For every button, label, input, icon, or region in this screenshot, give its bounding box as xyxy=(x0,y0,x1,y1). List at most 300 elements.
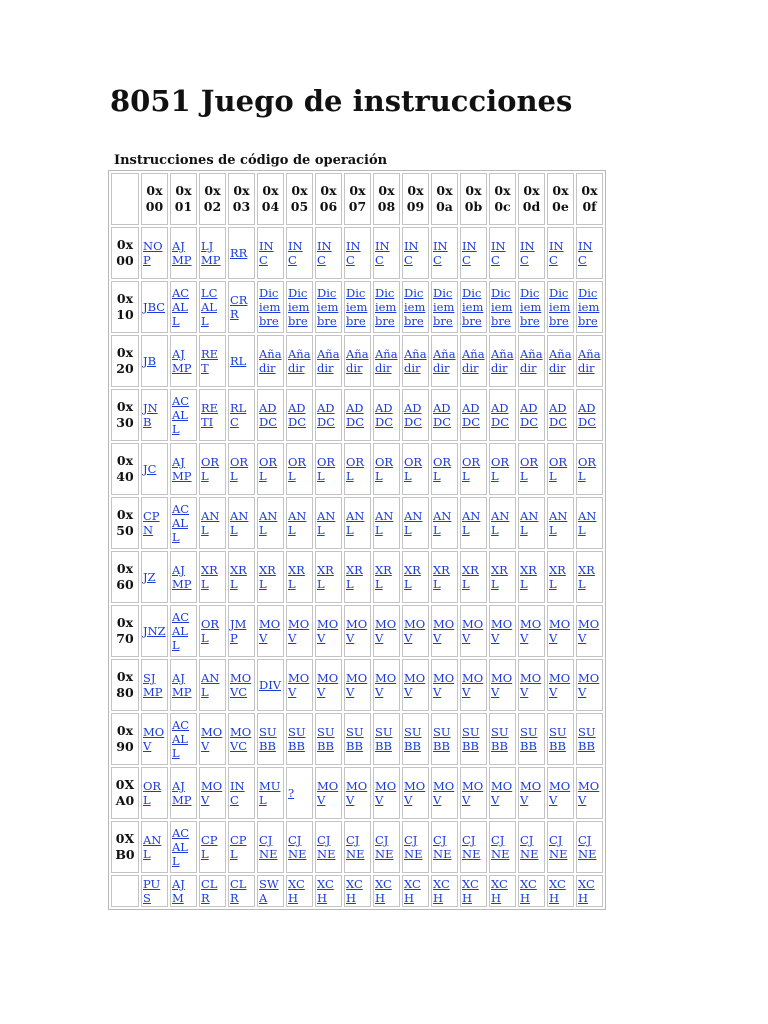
instruction-link[interactable]: XRL xyxy=(230,563,247,591)
instruction-link[interactable]: ORL xyxy=(404,455,423,483)
opcode-cell xyxy=(257,443,284,495)
table-row xyxy=(111,281,603,333)
instruction-link[interactable]: Añadir xyxy=(462,347,485,375)
instruction-link[interactable]: ANL xyxy=(230,509,249,537)
instruction-link[interactable]: XRL xyxy=(549,563,566,591)
instruction-link[interactable]: ORL xyxy=(578,455,597,483)
instruction-link[interactable]: CPL xyxy=(230,833,247,861)
column-header: 0x06 xyxy=(315,173,342,225)
instruction-link[interactable]: MOV xyxy=(317,617,339,645)
opcode-cell xyxy=(228,875,255,907)
instruction-link[interactable]: ADDC xyxy=(259,401,278,429)
opcode-cell xyxy=(286,659,313,711)
instruction-link[interactable]: Añadir xyxy=(375,347,398,375)
instruction-link[interactable]: CJNE xyxy=(520,833,539,861)
opcode-cell xyxy=(431,551,458,603)
instruction-link[interactable]: XCH xyxy=(491,877,508,905)
instruction-link[interactable]: JZ xyxy=(143,570,156,584)
opcode-cell xyxy=(170,335,197,387)
instruction-link[interactable]: LJMP xyxy=(201,239,221,267)
instruction-link[interactable]: JB xyxy=(143,354,157,368)
instruction-link[interactable]: INC xyxy=(433,239,448,267)
instruction-link[interactable]: JMP xyxy=(230,617,247,645)
instruction-link[interactable]: SUBB xyxy=(520,725,538,753)
instruction-link[interactable]: INC xyxy=(346,239,361,267)
opcode-cell xyxy=(199,875,226,907)
instruction-link[interactable]: XRL xyxy=(375,563,392,591)
instruction-link[interactable]: ANL xyxy=(404,509,423,537)
instruction-link[interactable]: INC xyxy=(375,239,390,267)
instruction-link[interactable]: Diciembre xyxy=(375,286,397,328)
instruction-link[interactable]: ACALL xyxy=(172,286,190,328)
instruction-link[interactable]: Diciembre xyxy=(491,286,513,328)
table-row xyxy=(111,605,603,657)
instruction-link[interactable]: ? xyxy=(288,786,295,800)
opcode-cell xyxy=(170,281,197,333)
opcode-cell xyxy=(518,389,545,441)
instruction-link[interactable]: ANL xyxy=(143,833,162,861)
instruction-link[interactable]: CJNE xyxy=(288,833,307,861)
instruction-link[interactable]: Diciembre xyxy=(520,286,542,328)
instruction-link[interactable]: XCH xyxy=(578,877,595,905)
instruction-link[interactable]: XCH xyxy=(404,877,421,905)
row-header: 0x80 xyxy=(111,659,139,711)
instruction-link[interactable]: Diciembre xyxy=(462,286,484,328)
instruction-link[interactable]: MOV xyxy=(346,779,368,807)
table-row xyxy=(111,659,603,711)
instruction-link[interactable]: SUBB xyxy=(491,725,509,753)
opcode-cell xyxy=(460,767,487,819)
instruction-link[interactable]: MOV xyxy=(259,617,281,645)
instruction-link[interactable]: INC xyxy=(288,239,303,267)
instruction-link[interactable]: CJNE xyxy=(404,833,423,861)
instruction-link[interactable]: MOV xyxy=(462,671,484,699)
page-title: 8051 Juego de instrucciones xyxy=(110,84,573,118)
instruction-link[interactable]: MOV xyxy=(491,617,513,645)
instruction-link[interactable]: MOV xyxy=(433,779,455,807)
instruction-link[interactable]: MOV xyxy=(520,617,542,645)
instruction-link[interactable]: MOV xyxy=(317,671,339,699)
instruction-link[interactable]: ADDC xyxy=(578,401,597,429)
instruction-link[interactable]: JNZ xyxy=(143,624,166,638)
instruction-link[interactable]: ADDC xyxy=(404,401,423,429)
instruction-link[interactable]: MOV xyxy=(578,671,600,699)
instruction-link[interactable]: ORL xyxy=(317,455,336,483)
instruction-link[interactable]: XRL xyxy=(433,563,450,591)
opcode-cell xyxy=(199,659,226,711)
instruction-link[interactable]: XCH xyxy=(433,877,450,905)
row-header: 0x50 xyxy=(111,497,139,549)
instruction-link[interactable]: AJMP xyxy=(172,563,192,591)
instruction-link[interactable]: ORL xyxy=(346,455,365,483)
opcode-cell xyxy=(373,389,400,441)
instruction-link[interactable]: AJMP xyxy=(172,671,192,699)
column-header: 0x04 xyxy=(257,173,284,225)
instruction-link[interactable]: MOVC xyxy=(230,671,252,699)
row-header: 0XB0 xyxy=(111,821,139,873)
instruction-link[interactable]: Diciembre xyxy=(288,286,310,328)
opcode-cell xyxy=(489,389,516,441)
opcode-cell xyxy=(344,713,371,765)
instruction-link[interactable]: Añadir xyxy=(491,347,514,375)
instruction-link[interactable]: MOV xyxy=(549,617,571,645)
instruction-link[interactable]: CRR xyxy=(230,293,248,321)
opcode-cell xyxy=(170,659,197,711)
opcode-cell xyxy=(286,497,313,549)
instruction-link[interactable]: CJNE xyxy=(549,833,568,861)
instruction-link[interactable]: ADDC xyxy=(317,401,336,429)
instruction-link[interactable]: AJMP xyxy=(172,347,192,375)
instruction-link[interactable]: SJMP xyxy=(143,671,163,699)
opcode-cell xyxy=(315,335,342,387)
instruction-link[interactable]: ANL xyxy=(346,509,365,537)
instruction-link[interactable]: ORL xyxy=(201,617,220,645)
instruction-link[interactable]: SUBB xyxy=(375,725,393,753)
instruction-link[interactable]: INC xyxy=(230,779,245,807)
instruction-link[interactable]: RLC xyxy=(230,401,247,429)
instruction-link[interactable]: AJM xyxy=(172,877,185,905)
opcode-cell xyxy=(170,497,197,549)
instruction-link[interactable]: ANL xyxy=(578,509,597,537)
instruction-link[interactable]: CJNE xyxy=(462,833,481,861)
instruction-link[interactable]: XRL xyxy=(578,563,595,591)
instruction-link[interactable]: ORL xyxy=(230,455,249,483)
instruction-link[interactable]: JNB xyxy=(143,401,158,429)
opcode-cell xyxy=(373,227,400,279)
instruction-link[interactable]: CPN xyxy=(143,509,160,537)
instruction-link[interactable]: Diciembre xyxy=(404,286,426,328)
instruction-link[interactable]: ADDC xyxy=(346,401,365,429)
opcode-cell xyxy=(518,335,545,387)
opcode-cell xyxy=(373,875,400,907)
opcode-cell xyxy=(286,875,313,907)
instruction-link[interactable]: Diciembre xyxy=(549,286,571,328)
instruction-link[interactable]: CJNE xyxy=(491,833,510,861)
instruction-link[interactable]: ANL xyxy=(462,509,481,537)
instruction-link[interactable]: ORL xyxy=(143,779,162,807)
instruction-link[interactable]: MOV xyxy=(404,671,426,699)
instruction-link[interactable]: MOV xyxy=(549,671,571,699)
instruction-link[interactable]: ACALL xyxy=(172,394,190,436)
opcode-cell xyxy=(402,659,429,711)
opcode-cell xyxy=(431,821,458,873)
instruction-link[interactable]: MOV xyxy=(491,779,513,807)
instruction-link[interactable]: INC xyxy=(317,239,332,267)
instruction-link[interactable]: MUL xyxy=(259,779,281,807)
opcode-cell xyxy=(141,551,168,603)
instruction-link[interactable]: CJNE xyxy=(346,833,365,861)
opcode-cell xyxy=(576,443,603,495)
instruction-link[interactable]: MOV xyxy=(404,617,426,645)
instruction-link[interactable]: MOV xyxy=(201,779,223,807)
opcode-cell xyxy=(402,497,429,549)
instruction-link[interactable]: ACALL xyxy=(172,610,190,652)
instruction-link[interactable]: ADDC xyxy=(549,401,568,429)
opcode-cell xyxy=(518,875,545,907)
opcode-cell xyxy=(170,605,197,657)
row-header: 0x40 xyxy=(111,443,139,495)
instruction-link[interactable]: Diciembre xyxy=(578,286,600,328)
instruction-link[interactable]: Añadir xyxy=(549,347,572,375)
instruction-link[interactable]: XRL xyxy=(288,563,305,591)
instruction-link[interactable]: RL xyxy=(230,354,247,368)
instruction-link[interactable]: RR xyxy=(230,246,248,260)
instruction-link[interactable]: XRL xyxy=(520,563,537,591)
opcode-cell xyxy=(518,767,545,819)
instruction-link[interactable]: SUBB xyxy=(346,725,364,753)
instruction-link[interactable]: CJNE xyxy=(433,833,452,861)
instruction-link[interactable]: SUBB xyxy=(404,725,422,753)
instruction-link[interactable]: MOV xyxy=(491,671,513,699)
instruction-link[interactable]: MOV xyxy=(375,617,397,645)
instruction-link[interactable]: ORL xyxy=(549,455,568,483)
corner-cell xyxy=(111,173,139,225)
opcode-cell xyxy=(257,767,284,819)
instruction-link[interactable]: CLR xyxy=(230,877,247,905)
instruction-link[interactable]: ANL xyxy=(520,509,539,537)
opcode-cell xyxy=(402,281,429,333)
instruction-link[interactable]: INC xyxy=(491,239,506,267)
opcode-cell xyxy=(460,335,487,387)
instruction-link[interactable]: ACALL xyxy=(172,718,190,760)
opcode-cell xyxy=(460,443,487,495)
table-row xyxy=(111,767,603,819)
instruction-link[interactable]: ORL xyxy=(520,455,539,483)
instruction-link[interactable]: MOV xyxy=(462,779,484,807)
opcode-cell xyxy=(547,389,574,441)
instruction-link[interactable]: Diciembre xyxy=(433,286,455,328)
opcode-cell xyxy=(344,821,371,873)
instruction-link[interactable]: SUBB xyxy=(317,725,335,753)
instruction-link[interactable]: Añadir xyxy=(317,347,340,375)
opcode-cell xyxy=(170,821,197,873)
instruction-link[interactable]: CJNE xyxy=(578,833,597,861)
instruction-link[interactable]: INC xyxy=(462,239,477,267)
instruction-link[interactable]: ORL xyxy=(288,455,307,483)
opcode-cell xyxy=(315,227,342,279)
opcode-cell xyxy=(547,659,574,711)
column-header: 0x03 xyxy=(228,173,255,225)
instruction-link[interactable]: AJMP xyxy=(172,455,192,483)
instruction-link[interactable]: RETI xyxy=(201,401,219,429)
opcode-cell xyxy=(315,389,342,441)
instruction-link[interactable]: MOV xyxy=(317,779,339,807)
instruction-link[interactable]: CJNE xyxy=(317,833,336,861)
opcode-cell xyxy=(518,443,545,495)
instruction-link[interactable]: XCH xyxy=(346,877,363,905)
instruction-link[interactable]: LCALL xyxy=(201,286,218,328)
instruction-link[interactable]: AJMP xyxy=(172,239,192,267)
instruction-link[interactable]: Añadir xyxy=(433,347,456,375)
instruction-link[interactable]: MOV xyxy=(346,671,368,699)
instruction-link[interactable]: ACALL xyxy=(172,502,190,544)
instruction-link[interactable]: XRL xyxy=(317,563,334,591)
instruction-link[interactable]: SUBB xyxy=(549,725,567,753)
instruction-link[interactable]: NOP xyxy=(143,239,163,267)
instruction-link[interactable]: MOV xyxy=(433,671,455,699)
instruction-link[interactable]: ORL xyxy=(375,455,394,483)
opcode-cell xyxy=(344,659,371,711)
table-row xyxy=(111,497,603,549)
instruction-link[interactable]: Añadir xyxy=(520,347,543,375)
instruction-link[interactable]: XRL xyxy=(404,563,421,591)
instruction-link[interactable]: XCH xyxy=(317,877,334,905)
opcode-cell xyxy=(373,713,400,765)
instruction-link[interactable]: XCH xyxy=(549,877,566,905)
instruction-link[interactable]: JC xyxy=(143,462,157,476)
opcode-cell xyxy=(228,659,255,711)
instruction-link[interactable]: RET xyxy=(201,347,219,375)
instruction-link[interactable]: ADDC xyxy=(288,401,307,429)
opcode-cell xyxy=(286,821,313,873)
instruction-link[interactable]: ADDC xyxy=(491,401,510,429)
opcode-cell xyxy=(257,227,284,279)
instruction-link[interactable]: SWA xyxy=(259,877,279,905)
opcode-cell xyxy=(228,497,255,549)
instruction-link[interactable]: MOV xyxy=(433,617,455,645)
opcode-cell xyxy=(489,551,516,603)
instruction-link[interactable]: MOV xyxy=(520,779,542,807)
opcode-cell xyxy=(315,281,342,333)
opcode-cell xyxy=(373,281,400,333)
instruction-link[interactable]: ACALL xyxy=(172,826,190,868)
opcode-cell xyxy=(547,821,574,873)
instruction-link[interactable]: XRL xyxy=(201,563,218,591)
opcode-cell xyxy=(489,821,516,873)
instruction-link[interactable]: MOV xyxy=(578,779,600,807)
row-header: 0XA0 xyxy=(111,767,139,819)
instruction-link[interactable]: MOV xyxy=(404,779,426,807)
instruction-link[interactable]: INC xyxy=(578,239,593,267)
opcode-cell xyxy=(576,605,603,657)
instruction-link[interactable]: ANL xyxy=(288,509,307,537)
opcode-cell xyxy=(402,335,429,387)
instruction-link[interactable]: CJNE xyxy=(259,833,278,861)
opcode-cell xyxy=(518,605,545,657)
instruction-link[interactable]: XRL xyxy=(259,563,276,591)
instruction-link[interactable]: Añadir xyxy=(578,347,601,375)
instruction-link[interactable]: MOVC xyxy=(230,725,252,753)
instruction-link[interactable]: INC xyxy=(404,239,419,267)
opcode-cell xyxy=(518,227,545,279)
instruction-link[interactable]: ANL xyxy=(259,509,278,537)
instruction-link[interactable]: ORL xyxy=(433,455,452,483)
opcode-cell xyxy=(141,821,168,873)
instruction-link[interactable]: Diciembre xyxy=(317,286,339,328)
opcode-cell xyxy=(228,551,255,603)
instruction-link[interactable]: ORL xyxy=(462,455,481,483)
instruction-link[interactable]: ADDC xyxy=(375,401,394,429)
opcode-cell xyxy=(460,605,487,657)
instruction-link[interactable]: DIV xyxy=(259,678,282,692)
instruction-link[interactable]: ANL xyxy=(375,509,394,537)
instruction-link[interactable]: ANL xyxy=(491,509,510,537)
instruction-link[interactable]: MOV xyxy=(288,671,310,699)
instruction-link[interactable]: SUBB xyxy=(288,725,306,753)
instruction-link[interactable]: XRL xyxy=(491,563,508,591)
instruction-link[interactable]: INC xyxy=(259,239,274,267)
instruction-link[interactable]: ANL xyxy=(201,509,220,537)
instruction-link[interactable]: ORL xyxy=(259,455,278,483)
instruction-link[interactable]: XCH xyxy=(462,877,479,905)
instruction-link[interactable]: Diciembre xyxy=(346,286,368,328)
instruction-link[interactable]: AJMP xyxy=(172,779,192,807)
opcode-cell xyxy=(286,281,313,333)
instruction-link[interactable]: SUBB xyxy=(462,725,480,753)
opcode-cell xyxy=(315,875,342,907)
instruction-link[interactable]: XRL xyxy=(462,563,479,591)
instruction-link[interactable]: PUS xyxy=(143,877,161,905)
instruction-link[interactable]: XRL xyxy=(346,563,363,591)
opcode-cell xyxy=(170,767,197,819)
opcode-cell xyxy=(199,281,226,333)
instruction-link[interactable]: ADDC xyxy=(462,401,481,429)
instruction-link[interactable]: MOV xyxy=(462,617,484,645)
instruction-link[interactable]: XCH xyxy=(288,877,305,905)
opcode-cell xyxy=(228,227,255,279)
instruction-link[interactable]: XCH xyxy=(375,877,392,905)
instruction-link[interactable]: SUBB xyxy=(578,725,596,753)
instruction-link[interactable]: ANL xyxy=(433,509,452,537)
instruction-link[interactable]: MOV xyxy=(549,779,571,807)
instruction-link[interactable]: ANL xyxy=(317,509,336,537)
opcode-cell xyxy=(170,713,197,765)
instruction-link[interactable]: ANL xyxy=(549,509,568,537)
instruction-link[interactable]: ADDC xyxy=(433,401,452,429)
instruction-link[interactable]: INC xyxy=(520,239,535,267)
opcode-cell xyxy=(547,605,574,657)
column-header: 0x07 xyxy=(344,173,371,225)
instruction-link[interactable]: MOV xyxy=(346,617,368,645)
instruction-link[interactable]: CJNE xyxy=(375,833,394,861)
opcode-cell xyxy=(576,767,603,819)
instruction-link[interactable]: Añadir xyxy=(404,347,427,375)
instruction-link[interactable]: ANL xyxy=(201,671,220,699)
instruction-link[interactable]: Diciembre xyxy=(259,286,281,328)
instruction-link[interactable]: SUBB xyxy=(259,725,277,753)
opcode-cell xyxy=(518,821,545,873)
instruction-link[interactable]: SUBB xyxy=(433,725,451,753)
instruction-link[interactable]: Añadir xyxy=(346,347,369,375)
instruction-link[interactable]: Añadir xyxy=(288,347,311,375)
instruction-link[interactable]: XCH xyxy=(520,877,537,905)
instruction-link[interactable]: MOV xyxy=(143,725,165,753)
instruction-link[interactable]: ORL xyxy=(491,455,510,483)
instruction-link[interactable]: ORL xyxy=(201,455,220,483)
instruction-link[interactable]: MOV xyxy=(578,617,600,645)
instruction-link[interactable]: MOV xyxy=(375,671,397,699)
instruction-link[interactable]: Añadir xyxy=(259,347,282,375)
column-header: 0x01 xyxy=(170,173,197,225)
opcode-table-body xyxy=(111,173,603,907)
instruction-link[interactable]: INC xyxy=(549,239,564,267)
instruction-link[interactable]: CPL xyxy=(201,833,218,861)
instruction-link[interactable]: CLR xyxy=(201,877,218,905)
row-header xyxy=(111,875,139,907)
opcode-cell xyxy=(547,497,574,549)
instruction-link[interactable]: MOV xyxy=(520,671,542,699)
opcode-cell xyxy=(518,713,545,765)
instruction-link[interactable]: MOV xyxy=(375,779,397,807)
opcode-cell xyxy=(257,605,284,657)
opcode-cell xyxy=(257,659,284,711)
instruction-link[interactable]: ADDC xyxy=(520,401,539,429)
instruction-link[interactable]: MOV xyxy=(201,725,223,753)
instruction-link[interactable]: MOV xyxy=(288,617,310,645)
opcode-cell xyxy=(228,389,255,441)
opcode-cell xyxy=(402,551,429,603)
instruction-link[interactable]: JBC xyxy=(143,300,166,314)
